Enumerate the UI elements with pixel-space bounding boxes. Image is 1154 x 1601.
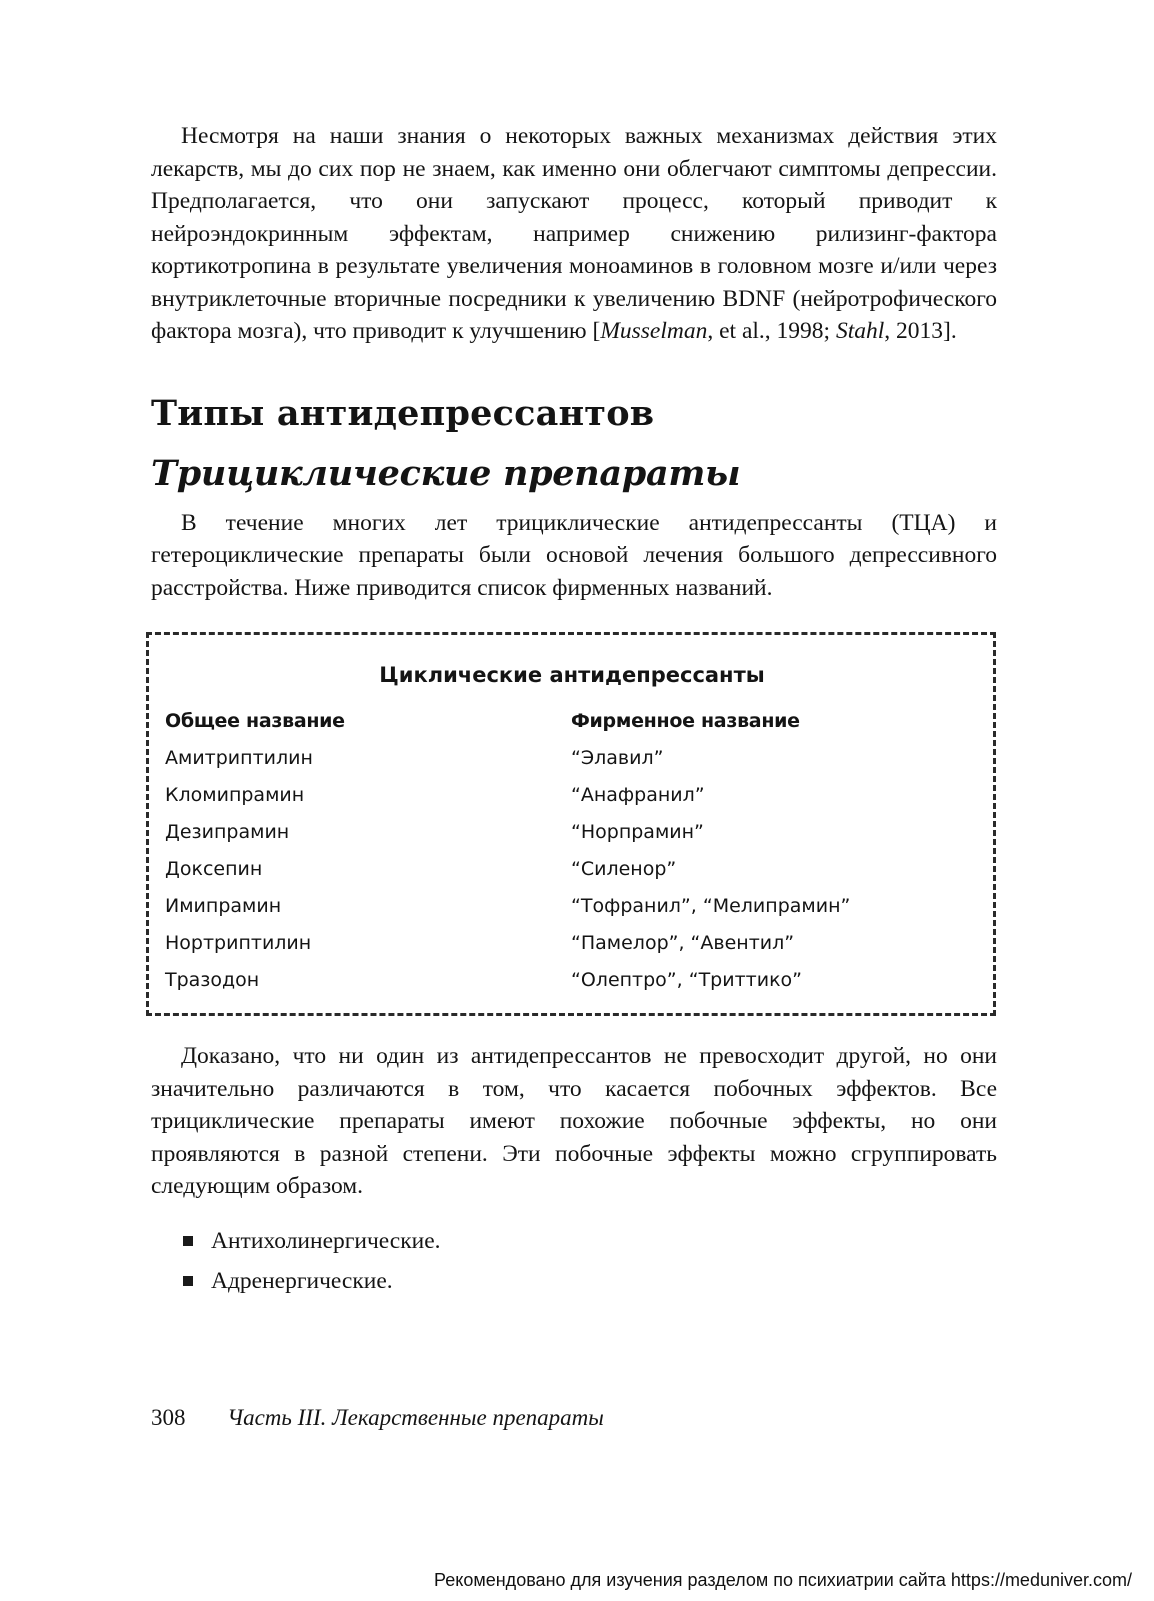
subsection-heading: Трициклические препараты bbox=[151, 452, 741, 494]
generic-name-cell: Тразодон bbox=[165, 969, 260, 991]
tca-intro-paragraph: В течение многих лет трициклические антидепрессанты (ТЦА) и гетероциклические препараты были основой лечения большого депрессивного расстройства. Ниже приводится список фирменных названий. bbox=[151, 509, 997, 601]
generic-name-cell: Кломипрамин bbox=[165, 784, 305, 806]
generic-name-cell: Дезипрамин bbox=[165, 821, 290, 843]
square-bullet-icon bbox=[183, 1276, 193, 1286]
list-item bbox=[183, 1261, 997, 1301]
brand-name-cell: “Элавил” bbox=[571, 747, 664, 769]
table-title: Циклические антидепрессанты bbox=[379, 663, 765, 687]
brand-name-cell: “Тофранил”, “Мелипрамин” bbox=[571, 895, 851, 917]
reference-detail-1: , et al., 1998; bbox=[707, 318, 836, 344]
side-effects-list bbox=[183, 1221, 997, 1301]
reference-author-stahl: Stahl bbox=[835, 318, 885, 344]
list-item bbox=[183, 1221, 997, 1261]
page-footer bbox=[151, 1403, 604, 1433]
table-row bbox=[165, 740, 979, 777]
site-watermark: Рекомендовано для изучения разделом по психиатрии сайта https://meduniver.com/ bbox=[434, 1570, 1132, 1590]
generic-name-cell: Амитриптилин bbox=[165, 747, 313, 769]
column-header-generic-name: Общее название bbox=[165, 710, 345, 732]
antidepressant-table-box bbox=[146, 632, 996, 1016]
list-item-label: Антихолинергические. bbox=[211, 1227, 441, 1254]
side-effects-paragraph: Доказано, что ни один из антидепрессантов не превосходит другой, но они значительно различаются в том, что касается побочных эффектов. Все трициклические препараты имеют похожие побочные эффекты, но они проявляются в разной степени. Эти побочные эффекты можно сгруппировать следующим образом. bbox=[151, 1043, 997, 1199]
antidepressant-table bbox=[165, 703, 979, 999]
generic-name-cell: Имипрамин bbox=[165, 895, 282, 917]
brand-name-cell: “Олептро”, “Триттико” bbox=[571, 969, 803, 991]
reference-author-musselman: Musselman bbox=[600, 318, 708, 344]
list-item-label: Адренергические. bbox=[211, 1267, 393, 1294]
generic-name-cell: Нортриптилин bbox=[165, 932, 312, 954]
table-header-row bbox=[165, 703, 979, 740]
table-row bbox=[165, 814, 979, 851]
table-row bbox=[165, 962, 979, 999]
table-row bbox=[165, 925, 979, 962]
reference-detail-2: , 2013]. bbox=[884, 318, 957, 344]
table-row bbox=[165, 888, 979, 925]
brand-name-cell: “Анафранил” bbox=[571, 784, 705, 806]
running-head: Часть III. Лекарственные препараты bbox=[227, 1405, 604, 1430]
generic-name-cell: Доксепин bbox=[165, 858, 263, 880]
page-number: 308 bbox=[151, 1405, 186, 1430]
square-bullet-icon bbox=[183, 1236, 193, 1246]
intro-text: Несмотря на наши знания о некоторых важных механизмах действия этих лекарств, мы до сих пор не знаем, как именно они облегчают симптомы депрессии. Предполагается, что они запускают процесс, который приводит к нейроэндокринным эффектам, например снижению рилизинг-фактора кортикотропина в результате увеличения моноаминов в головном мозге и/или через внутриклеточные вторичные посредники к увеличению BDNF (нейротрофического фактора мозга), что приводит к улучшению [ bbox=[151, 123, 997, 344]
table-row bbox=[165, 777, 979, 814]
intro-paragraph bbox=[151, 120, 997, 348]
brand-name-cell: “Силенор” bbox=[571, 858, 677, 880]
section-heading: Типы антидепрессантов bbox=[151, 392, 655, 434]
brand-name-cell: “Памелор”, “Авентил” bbox=[571, 932, 795, 954]
table-row bbox=[165, 851, 979, 888]
brand-name-cell: “Норпрамин” bbox=[571, 821, 704, 843]
page-content bbox=[151, 120, 997, 1301]
column-header-brand-name: Фирменное название bbox=[571, 710, 800, 732]
